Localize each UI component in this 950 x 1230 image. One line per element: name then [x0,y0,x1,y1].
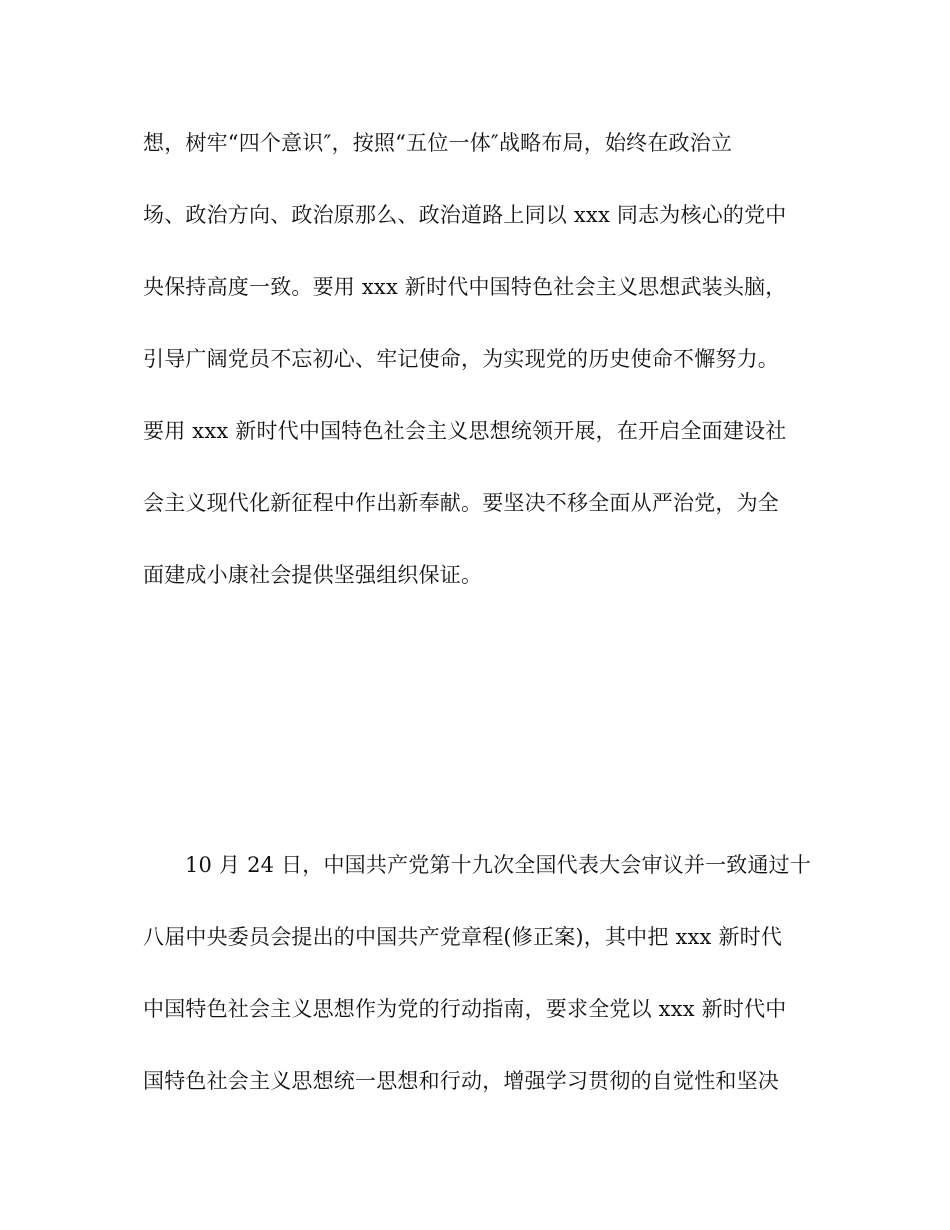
paragraph-line: 八届中央委员会提出的中国共产党章程(修正案)，其中把 xxx 新时代 [143,925,783,949]
paragraph-2 [143,845,823,1133]
paragraph-line: 引导广阔党员不忘初心、牢记使命，为实现党的历史使命不懈努力。 [143,347,779,371]
paragraph-line: 面建成小康社会提供坚强组织保证。 [143,563,483,587]
paragraph-first-line: 10 月 24 日，中国共产党第十九次全国代表大会审议并一致通过十 [185,853,812,877]
paragraph-line: 中国特色社会主义思想作为党的行动指南，要求全党以 xxx 新时代中 [143,997,787,1021]
paragraph-line: 会主义现代化新征程中作出新奉献。要坚决不移全面从严治党，为全 [143,491,779,515]
paragraph-line: 国特色社会主义思想统一思想和行动，增强学习贯彻的自觉性和坚决 [143,1069,779,1093]
paragraph-line: 想，树牢“四个意识″，按照“五位一体″战略布局，始终在政治立 [143,131,733,155]
paragraph-line: 场、政治方向、政治原那么、政治道路上同以 xxx 同志为核心的党中 [143,203,787,227]
paragraph-line: 要用 xxx 新时代中国特色社会主义思想统领开展，在开启全面建设社 [143,419,787,443]
paragraph-1 [143,123,823,627]
paragraph-line: 央保持高度一致。要用 xxx 新时代中国特色社会主义思想武装头脑， [143,275,787,299]
